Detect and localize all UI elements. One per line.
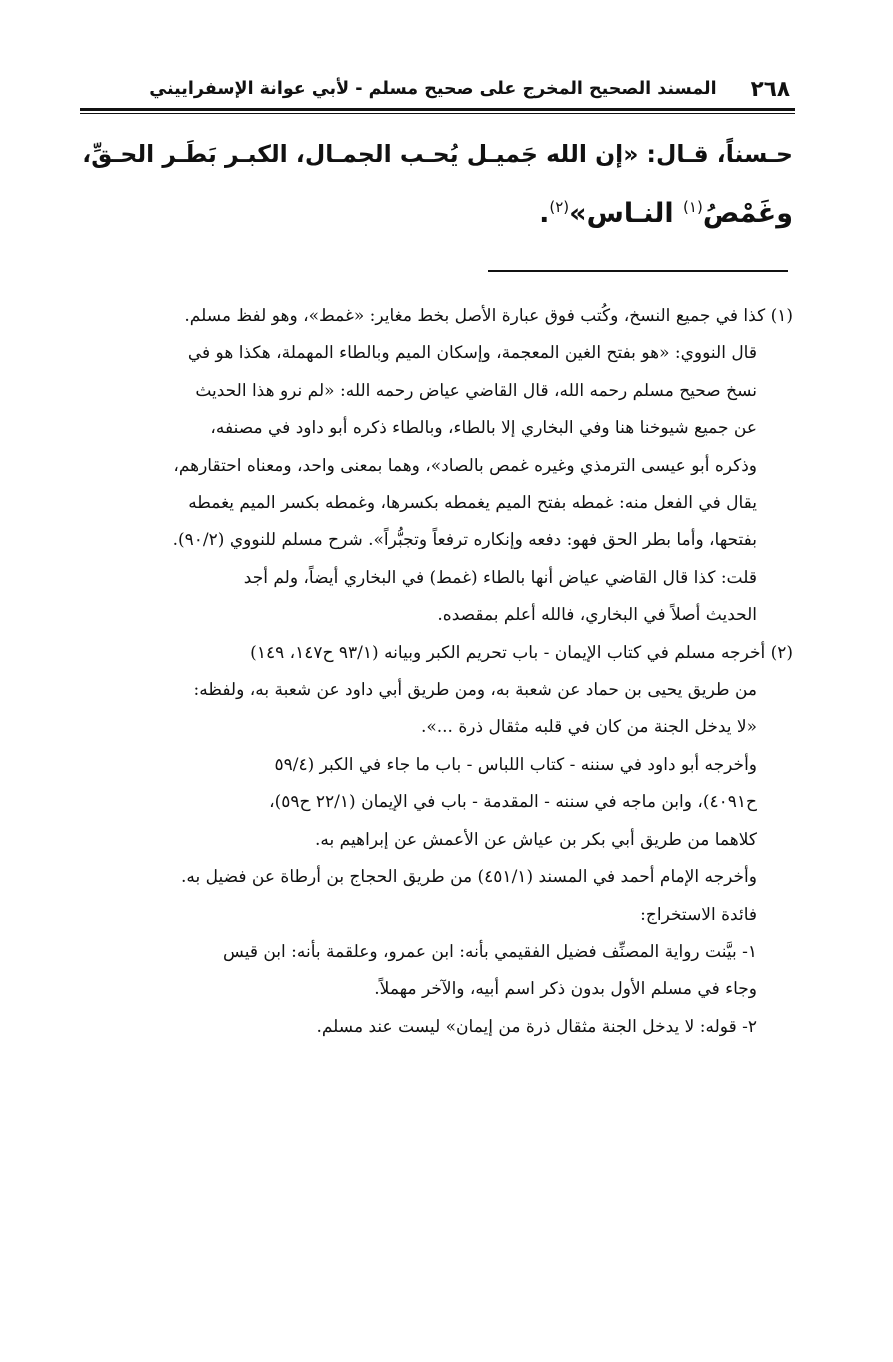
book-title: المسند الصحيح المخرج على صحيح مسلم - لأبي عوانة الإسفراييني: [149, 79, 717, 99]
hadith-line-1: حـسناً، قـال: «إن الله جَميـل يُحـب الجمـال، الكبـر بَطَـر الحـقِّ،: [82, 140, 793, 168]
footnote-2-line: كلاهما من طريق أبي بكر بن عياش عن الأعمش عن إبراهيم به.: [315, 829, 757, 850]
footnote-2-line: وجاء في مسلم الأول بدون ذكر اسم أبيه، والآخر مهملاً.: [374, 979, 757, 1000]
running-header: [145, 72, 790, 106]
footnote-1-line: قلت: كذا قال القاضي عياض أنها بالطاء (غمط) في البخاري أيضاً، ولم أجد: [243, 567, 757, 588]
hadith-text: [78, 124, 793, 244]
footnote-2-line: وأخرجه أبو داود في سننه - كتاب اللباس - باب ما جاء في الكبر (٥٩/٤: [274, 754, 757, 775]
hadith-word-ghams: وغَمْصُ: [702, 198, 793, 229]
footnote-2-line: «لا يدخل الجنة من كان في قلبه مثقال ذرة ...».: [420, 717, 757, 738]
footnote-1-line: عن جميع شيوخنا هنا وفي البخاري إلا بالطاء، وبالطاء ذكره أبو داود في مصنفه،: [210, 418, 757, 439]
footnote-1-line: وذكره أبو عيسى الترمذي وغيره غمص بالصاد»، وهما بمعنى واحد، ومعناه احتقارهم،: [173, 455, 757, 476]
footnotes: [78, 298, 793, 1046]
footnote-1-line: بفتحها، وأما بطر الحق فهو: دفعه وإنكاره ترفعاً وتجبُّراً». شرح مسلم للنووي (٩٠/٢).: [172, 530, 757, 551]
header-rule-thin: [80, 113, 795, 114]
footnote-2-line: ح٤٠٩١)، وابن ماجه في سننه - المقدمة - باب في الإيمان (٢٢/١ ح٥٩)،: [269, 792, 757, 813]
footnote-2-line: (٢) أخرجه مسلم في كتاب الإيمان - باب تحريم الكبر وبيانه (٩٣/١ ح١٤٧، ١٤٩): [250, 642, 793, 663]
footnote-1-line: قال النووي: «هو بفتح الغين المعجمة، وإسكان الميم وبالطاء المهملة، هكذا هو في: [187, 343, 757, 364]
footnote-2-line: وأخرجه الإمام أحمد في المسند (٤٥١/١) من طريق الحجاج بن أرطاة عن فضيل به.: [181, 867, 757, 888]
hadith-word-nas: النـاس»: [569, 198, 684, 229]
hadith-end-period: .: [539, 198, 550, 229]
hadith-line-2: [78, 184, 793, 244]
footnote-1-line: الحديث أصلاً في البخاري، فالله أعلم بمقصده.: [437, 605, 757, 626]
footnote-2-line: من طريق يحيى بن حماد عن شعبة به، ومن طريق أبي داود عن شعبة به، ولفظه:: [193, 680, 757, 701]
footnote-1-line: نسخ صحيح مسلم رحمه الله، قال القاضي عياض رحمه الله: «لم نرو هذا الحديث: [195, 380, 757, 401]
footnote-2-line: ٢- قوله: لا يدخل الجنة مثقال ذرة من إيمان» ليست عند مسلم.: [316, 1016, 757, 1037]
footnote-separator: [488, 270, 788, 272]
footnote-ref-1[interactable]: (١): [683, 198, 703, 216]
footnote-2-line: ١- بيَّنت رواية المصنِّف فضيل الفقيمي بأنه: ابن عمرو، وعلقمة بأنه: ابن قيس: [223, 941, 757, 962]
page-number: ٢٦٨: [750, 76, 790, 102]
header-rule: [80, 108, 795, 111]
footnote-2-line: فائدة الاستخراج:: [640, 904, 757, 925]
footnote-1-line: (١) كذا في جميع النسخ، وكُتب فوق عبارة الأصل بخط مغاير: «غمط»، وهو لفظ مسلم.: [184, 306, 793, 326]
footnote-1-line: يقال في الفعل منه: غمطه بفتح الميم يغمطه بكسرها، وغمطه بكسر الميم يغمطه: [188, 493, 757, 514]
footnote-ref-2[interactable]: (٢): [549, 198, 570, 216]
